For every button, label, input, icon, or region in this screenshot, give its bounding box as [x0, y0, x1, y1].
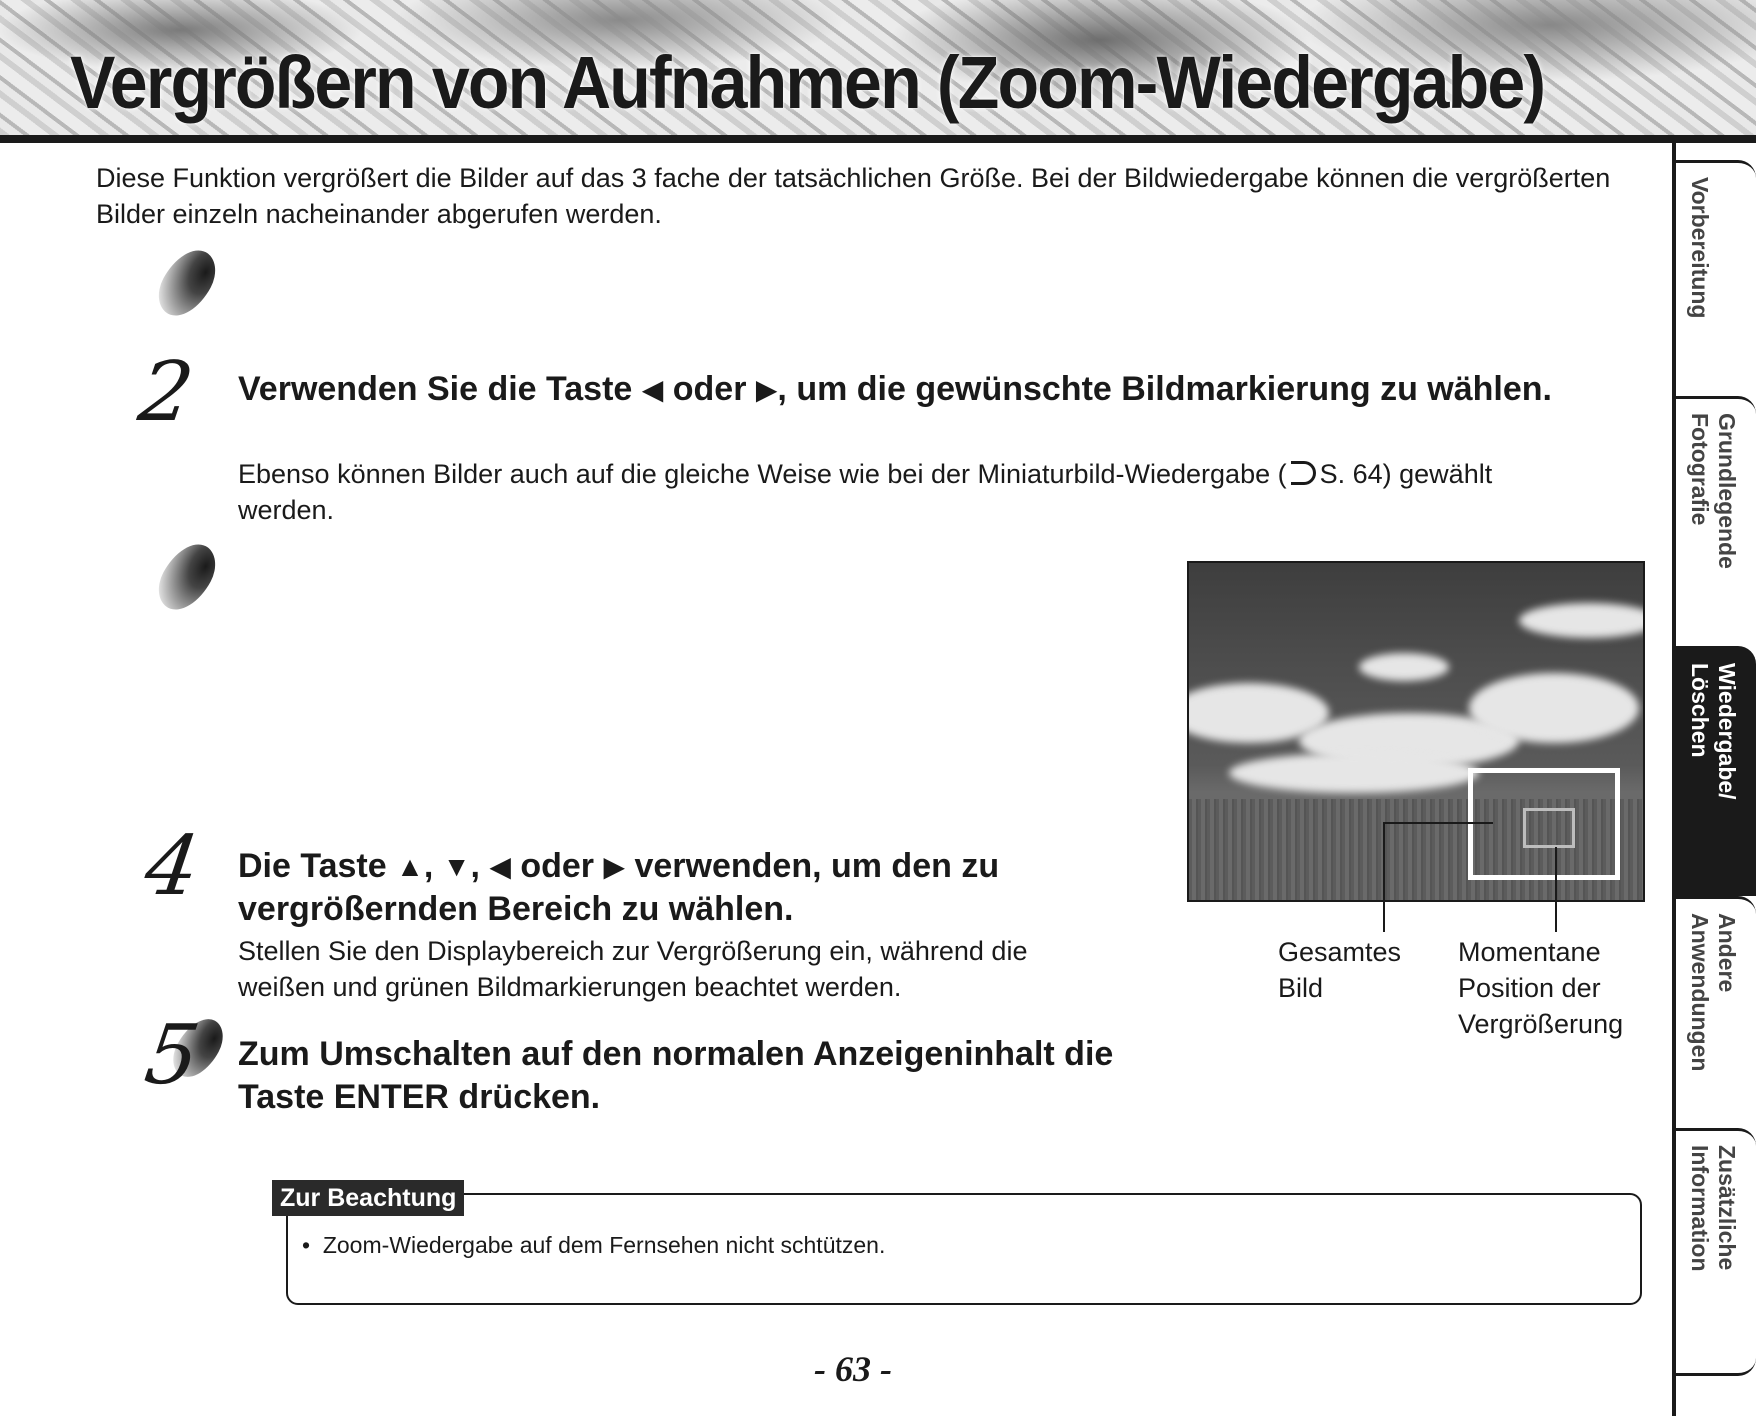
- step-2-body-text-a: Ebenso können Bilder auch auf die gleiche Weise wie bei der Miniaturbild-Wiedergabe (: [238, 459, 1287, 489]
- step-4-heading-text-b: oder: [510, 847, 604, 885]
- step-2-body: [238, 456, 1558, 528]
- leader-line-zoom-position: [1555, 847, 1557, 932]
- step-3-bullet-icon: [150, 534, 224, 619]
- up-arrow-icon: ▲: [396, 851, 424, 882]
- header-divider: [0, 135, 1756, 143]
- left-arrow-icon: ◀: [489, 851, 511, 882]
- right-arrow-icon: ▶: [603, 851, 626, 882]
- intro-paragraph: Diese Funktion vergrößert die Bilder auf das 3 fache der tatsächlichen Größe. Bei der Bildwiedergabe können die vergrößerten Bilder einzeln nacheinander abgerufen werden.: [96, 163, 1611, 229]
- side-tab-label: Wiedergabe/ Löschen: [1687, 663, 1740, 800]
- sky-cloud: [1359, 653, 1449, 681]
- side-tab-zusaetzliche-information[interactable]: [1676, 1128, 1756, 1376]
- step-2-number: 2: [133, 345, 199, 440]
- step-5-heading: Zum Umschalten auf den normalen Anzeigeninhalt die Taste ENTER drücken.: [238, 1035, 1114, 1116]
- step-2-heading-text-a: Verwenden Sie die Taste: [238, 370, 642, 408]
- side-tab-wiedergabe-loeschen[interactable]: [1676, 646, 1756, 896]
- step-4-heading-text-c: verwenden, um den zu vergrößernden Bereich zu wählen.: [238, 847, 1000, 928]
- side-tab-label: Vorbereitung: [1687, 177, 1713, 319]
- leader-line-whole-image-vertical: [1383, 822, 1385, 932]
- side-tab-vorbereitung[interactable]: [1676, 160, 1756, 396]
- page-title: Vergrößern von Aufnahmen (Zoom-Wiedergabe): [70, 41, 1545, 124]
- down-arrow-icon: ▼: [442, 851, 471, 882]
- side-tab-label: Grundlegende Fotografie: [1687, 413, 1740, 569]
- step-1-bullet-icon: [150, 240, 224, 325]
- side-tab-grundlegende-fotografie[interactable]: [1676, 396, 1756, 646]
- step-2-heading: [238, 368, 1558, 411]
- caption-zoom-position: Momentane Position der Vergrößerung: [1458, 937, 1624, 1039]
- caption-whole-image: Gesamtes Bild: [1278, 937, 1402, 1003]
- leader-line-whole-image: [1383, 822, 1493, 824]
- step-2-heading-text-b: oder: [663, 370, 756, 408]
- page-number: - 63 -: [814, 1349, 892, 1389]
- step-4-heading-sep-1: ,: [423, 847, 443, 885]
- reference-arrow-icon: [1291, 461, 1316, 485]
- side-tab-andere-anwendungen[interactable]: [1676, 896, 1756, 1128]
- step-4-number: 4: [139, 819, 205, 914]
- step-4-heading-sep-2: ,: [470, 847, 490, 885]
- sky-cloud: [1229, 753, 1479, 793]
- note-item-text: Zoom-Wiedergabe auf dem Fernsehen nicht schtützen.: [322, 1232, 886, 1258]
- note-label: Zur Beachtung: [272, 1180, 464, 1216]
- side-tab-label: Andere Anwendungen: [1687, 913, 1740, 1072]
- step-4-body: Stellen Sie den Displaybereich zur Vergrößerung ein, während die weißen und grünen Bildmarkierungen beachtet werden.: [238, 936, 1028, 1002]
- zoom-position-marker: [1523, 808, 1575, 848]
- side-tab-label: Zusätzliche Information: [1687, 1145, 1740, 1272]
- step-4-heading-text-a: Die Taste: [238, 847, 397, 885]
- zoom-preview-image: [1187, 561, 1645, 902]
- sky-cloud: [1469, 673, 1639, 743]
- left-arrow-icon: ◀: [641, 374, 664, 405]
- right-arrow-icon: ▶: [755, 374, 778, 405]
- step-2-body-text-b: S. 64) gewählt werden.: [238, 459, 1493, 525]
- step-5-number: 5: [139, 1008, 205, 1103]
- step-4-heading: [238, 845, 1118, 931]
- note-item: • Zoom-Wiedergabe auf dem Fernsehen nicht schtützen.: [302, 1232, 886, 1258]
- sky-cloud: [1519, 603, 1645, 638]
- step-2-heading-text-c: , um die gewünschte Bildmarkierung zu wählen.: [777, 370, 1553, 408]
